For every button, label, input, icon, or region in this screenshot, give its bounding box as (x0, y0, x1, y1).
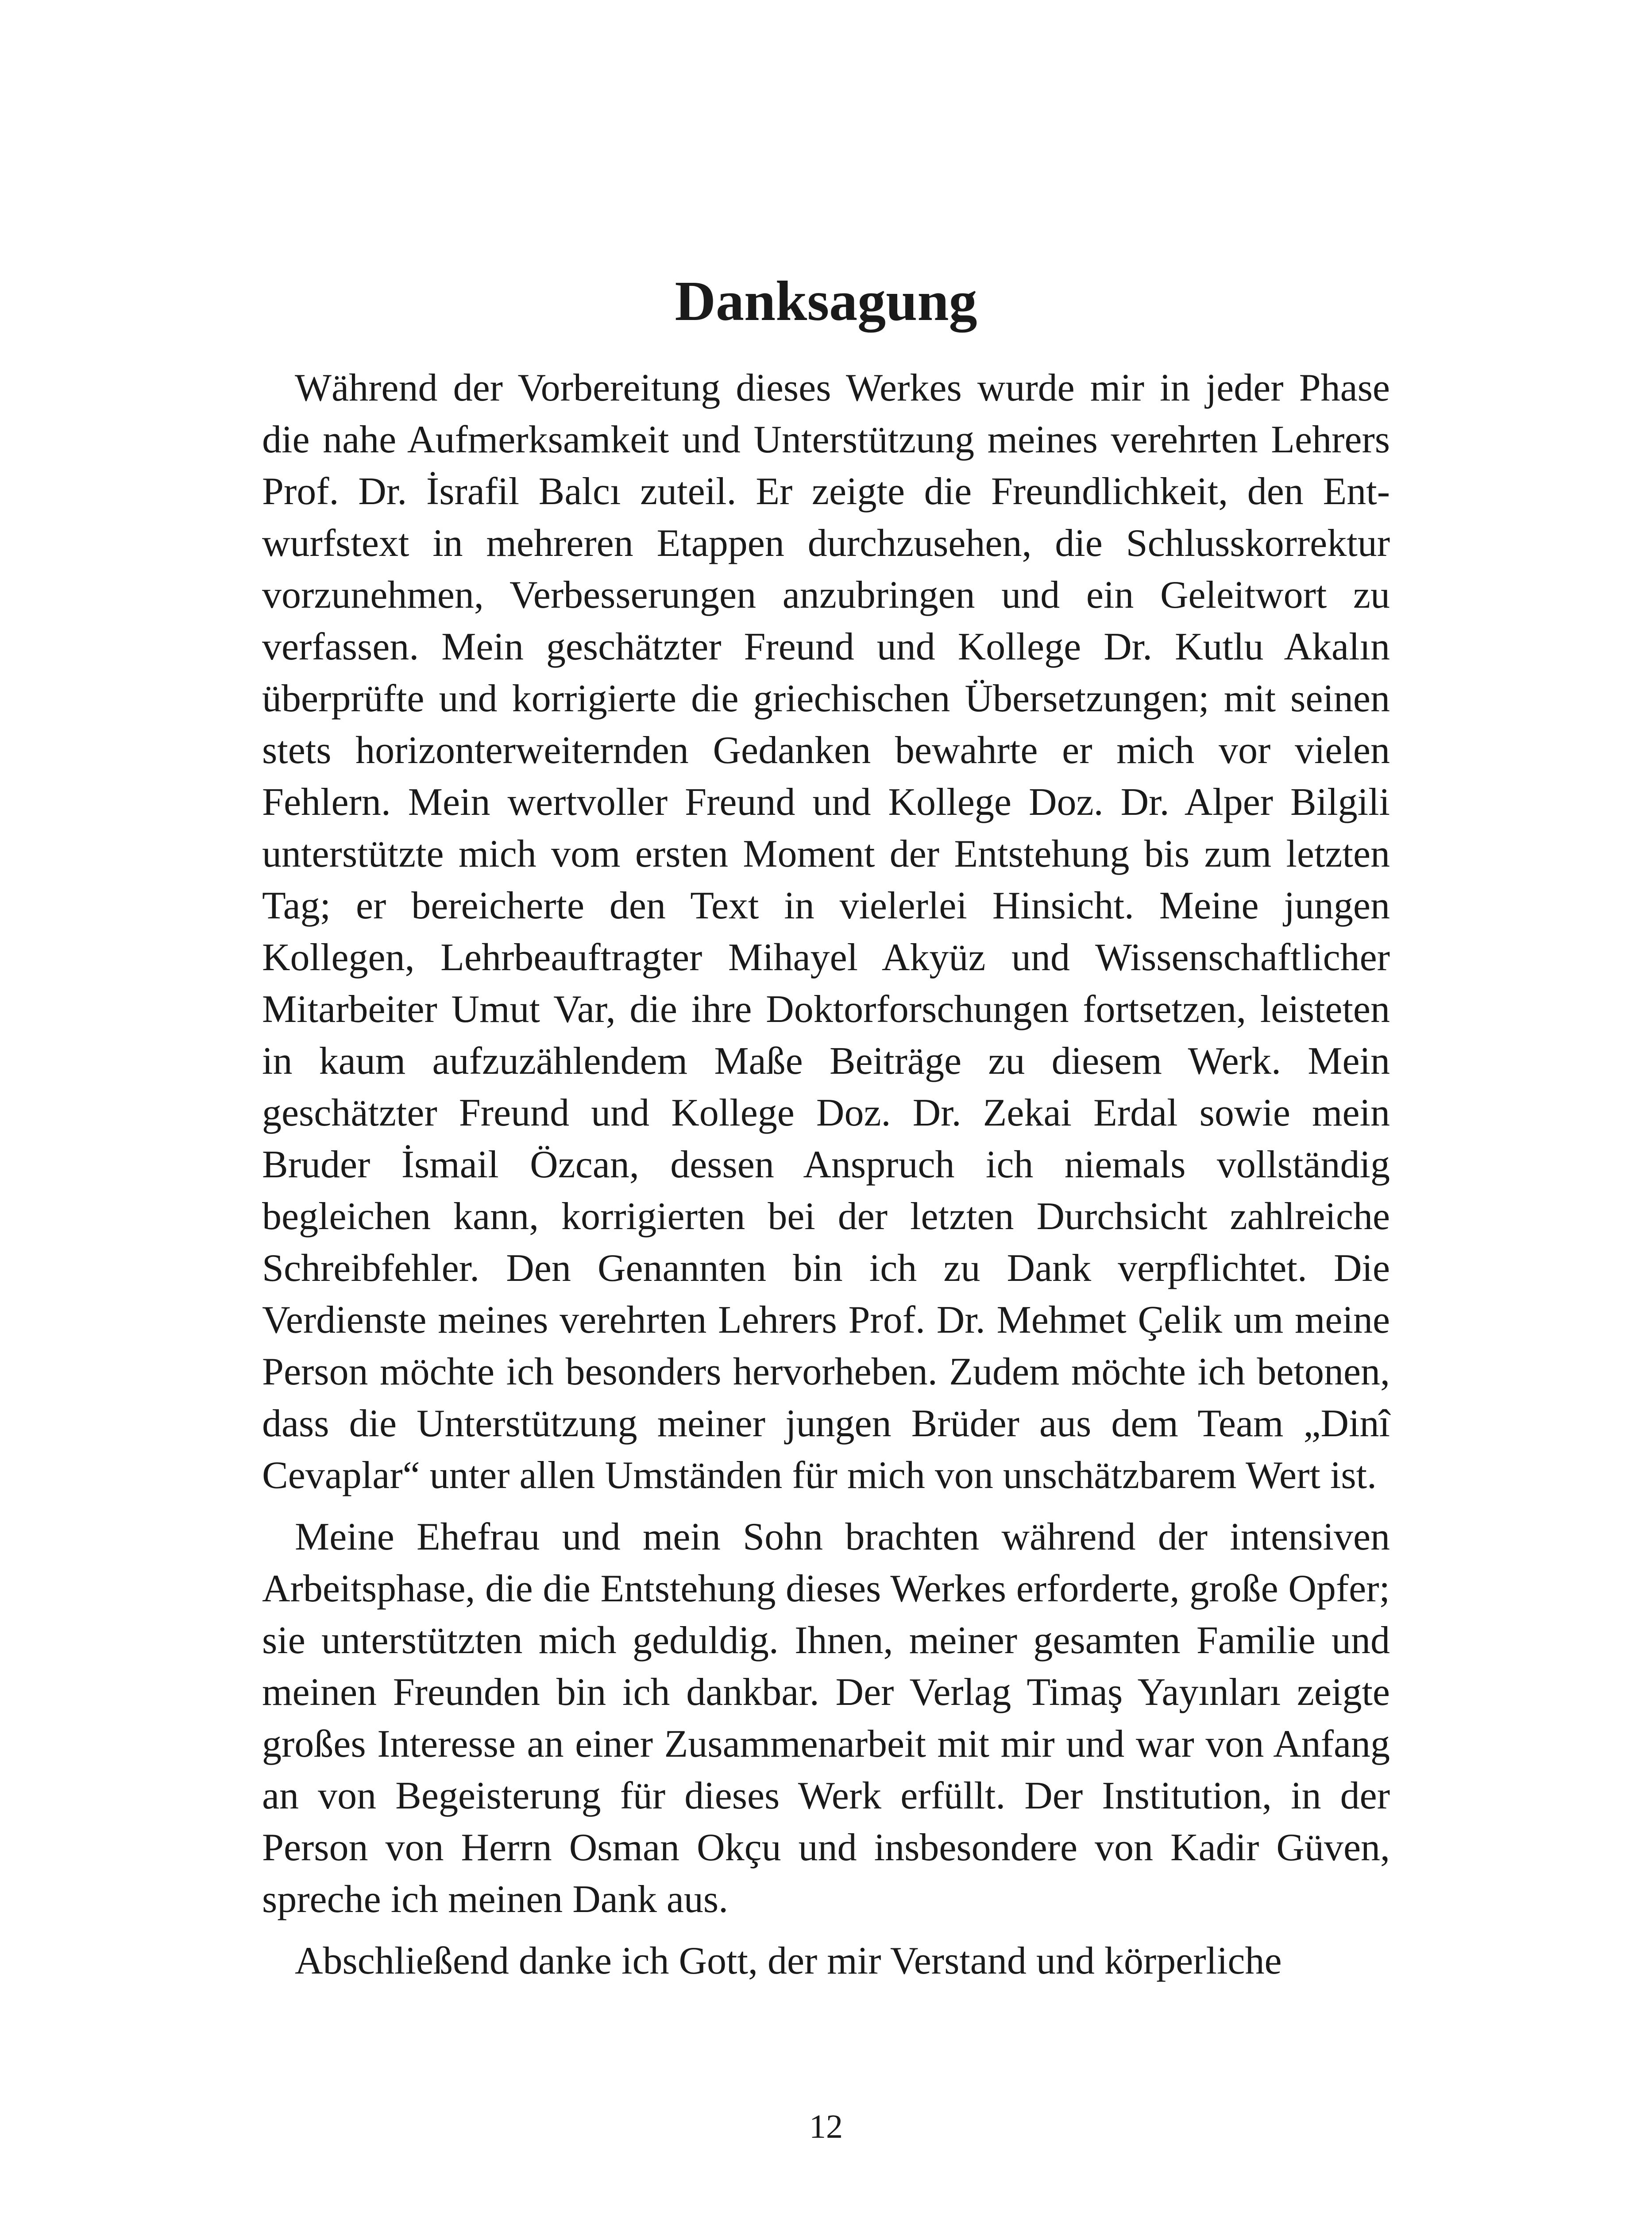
page-title: Danksagung (675, 270, 977, 332)
paragraph-1: Während der Vorbereitung dieses Werkes wurde mir in jeder Phase die nahe Aufmerksamkeit und Unterstützung meines verehrten Lehrers Prof. Dr. İsrafil Balcı zuteil. Er zeigte die Freundlichkeit, den Entwurfstext in mehreren Etappen durchzusehen, die Schlusskorrektur vorzunehmen, Verbesserungen anzubringen und ein Geleitwort zu verfassen. Mein geschätzter Freund und Kollege Dr. Kutlu Akalın überprüfte und korrigierte die griechischen Übersetzungen; mit seinen stets horizonterweiternden Gedanken bewahrte er mich vor vielen Fehlern. Mein wertvoller Freund und Kollege Doz. Dr. Alper Bilgili unterstützte mich vom ersten Moment der Entstehung bis zum letzten Tag; er bereicherte den Text in vielerlei Hinsicht. Meine jungen Kollegen, Lehrbeauftragter Mihayel Akyüz und Wissenschaftlicher Mitarbeiter Umut Var, die ihre Doktorforschungen fortsetzen, leisteten in kaum aufzuzählendem Maße Beiträge zu diesem Werk. Mein geschätzter Freund und Kollege Doz. Dr. Zekai Erdal sowie mein Bruder İsmail Özcan, dessen Anspruch ich niemals vollständig begleichen kann, korrigierten bei der letzten Durchsicht zahlreiche Schreibfehler. Den Genannten bin ich zu Dank verpflichtet. Die Verdienste meines verehrten Lehrers Prof. Dr. Mehmet Çelik um meine Person möchte ich besonders hervorheben. Zudem möchte ich betonen, dass die Unterstützung meiner jungen Brüder aus dem Team „Dinî Cevaplar“ unter allen Umständen für mich von unschätzbarem Wert ist. (262, 366, 1390, 1497)
paragraph-3: Abschließend danke ich Gott, der mir Verstand und körperliche (295, 1939, 1282, 1982)
body-text (262, 362, 1390, 1997)
paragraph-2: Meine Ehefrau und mein Sohn brachten während der intensiven Arbeitsphase, die die Entstehung dieses Werkes erforderte, große Opfer; sie unterstützten mich geduldig. Ihnen, meiner gesamten Familie und meinen Freunden bin ich dankbar. Der Verlag Timaş Yayınları zeigte großes Interesse an einer Zusammenarbeit mit mir und war von Anfang an von Begeisterung für dieses Werk erfüllt. Der Institution, in der Person von Herrn Osman Okçu und insbesondere von Kadir Güven, spreche ich meinen Dank aus. (262, 1515, 1390, 1921)
page-number: 12 (809, 2108, 843, 2145)
